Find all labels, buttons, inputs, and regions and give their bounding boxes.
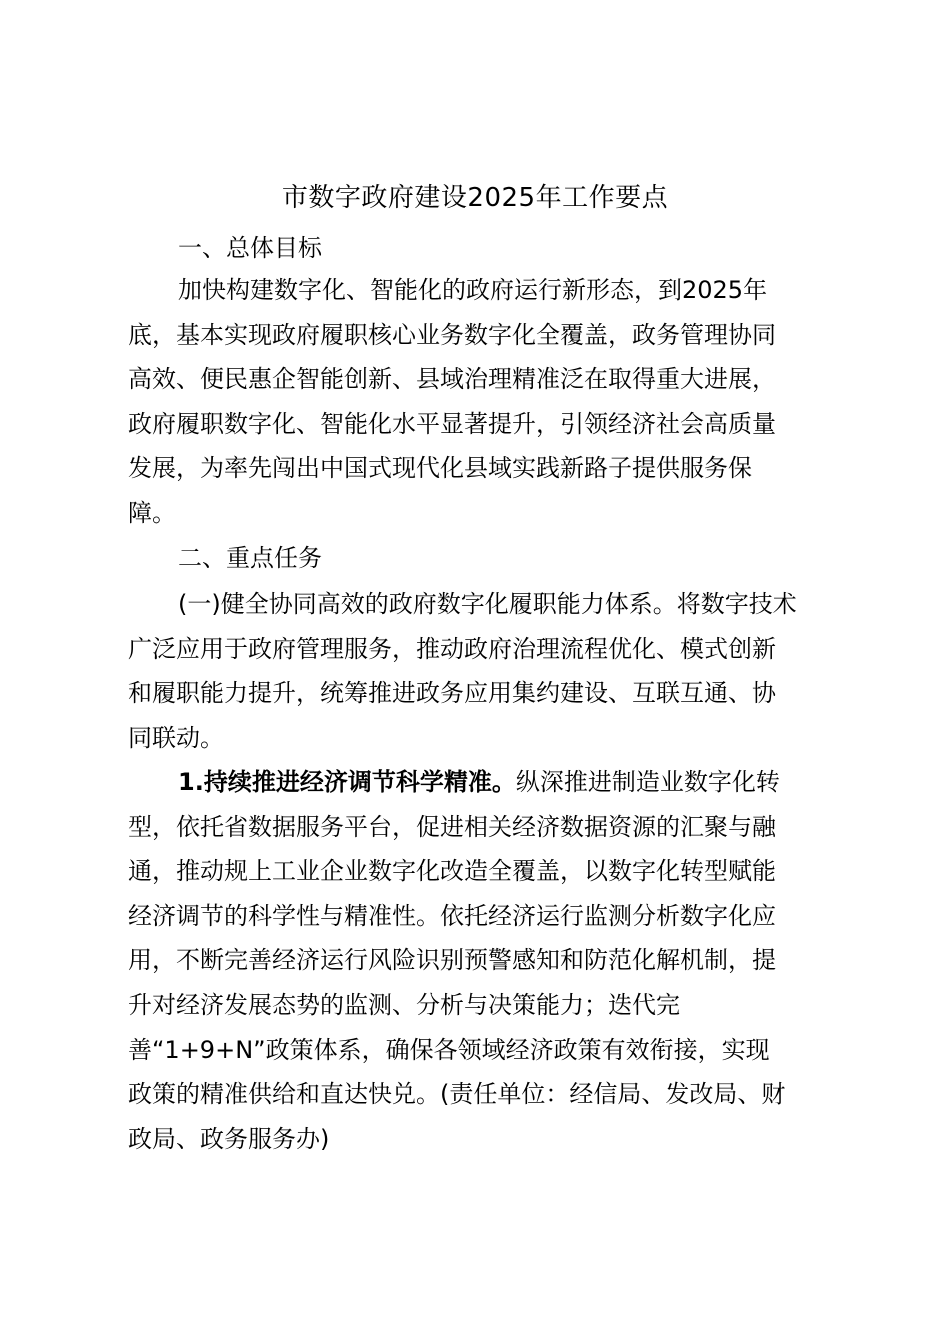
text-line: 障。 [128,498,176,527]
text-line: 政策的精准供给和直达快兑。(责任单位：经信局、发改局、财 [128,1080,786,1109]
paragraph-subsection-1 [128,582,824,760]
section-heading-key-tasks: 二、重点任务 [178,544,322,572]
paragraph-item-1 [128,760,824,1161]
text-line: 善“1+9+N”政策体系，确保各领域经济政策有效衔接，实现 [128,1035,770,1064]
document-title: 市数字政府建设2025年工作要点 [281,183,669,213]
item-1-text: 纵深推进制造业数字化转 [515,768,780,796]
text-line: (一)健全协同高效的政府数字化履职能力体系。将数字技术 [178,590,797,618]
text-line: 广泛应用于政府管理服务，推动政府治理流程优化、模式创新 [128,634,776,663]
text-line: 政局、政务服务办) [128,1124,330,1153]
text-line: 同联动。 [128,723,224,752]
text-line: 和履职能力提升，统筹推进政务应用集约建设、互联互通、协 [128,679,776,708]
text-line: 用，不断完善经济运行风险识别预警感知和防范化解机制，提 [128,946,776,975]
text-line [128,760,824,805]
paragraph-overall-goal [128,268,824,536]
text-line: 经济调节的科学性与精准性。依托经济运行监测分析数字化应 [128,901,776,930]
text-line: 发展，为率先闯出中国式现代化县域实践新路子提供服务保 [128,454,752,483]
section-heading-overall-goal: 一、总体目标 [178,234,322,262]
text-line: 政府履职数字化、智能化水平显著提升，引领经济社会高质量 [128,409,776,438]
item-1-heading: 1.持续推进经济调节科学精准。 [178,768,516,796]
text-line: 底，基本实现政府履职核心业务数字化全覆盖，政务管理协同 [128,320,776,349]
text-line: 升对经济发展态势的监测、分析与决策能力；迭代完 [128,990,680,1019]
text-line: 加快构建数字化、智能化的政府运行新形态，到2025年 [178,276,768,304]
text-line: 型，依托省数据服务平台，促进相关经济数据资源的汇聚与融 [128,812,776,841]
text-line: 高效、便民惠企智能创新、县域治理精准泛在取得重大进展， [128,365,776,394]
text-line: 通，推动规上工业企业数字化改造全覆盖，以数字化转型赋能 [128,857,776,886]
